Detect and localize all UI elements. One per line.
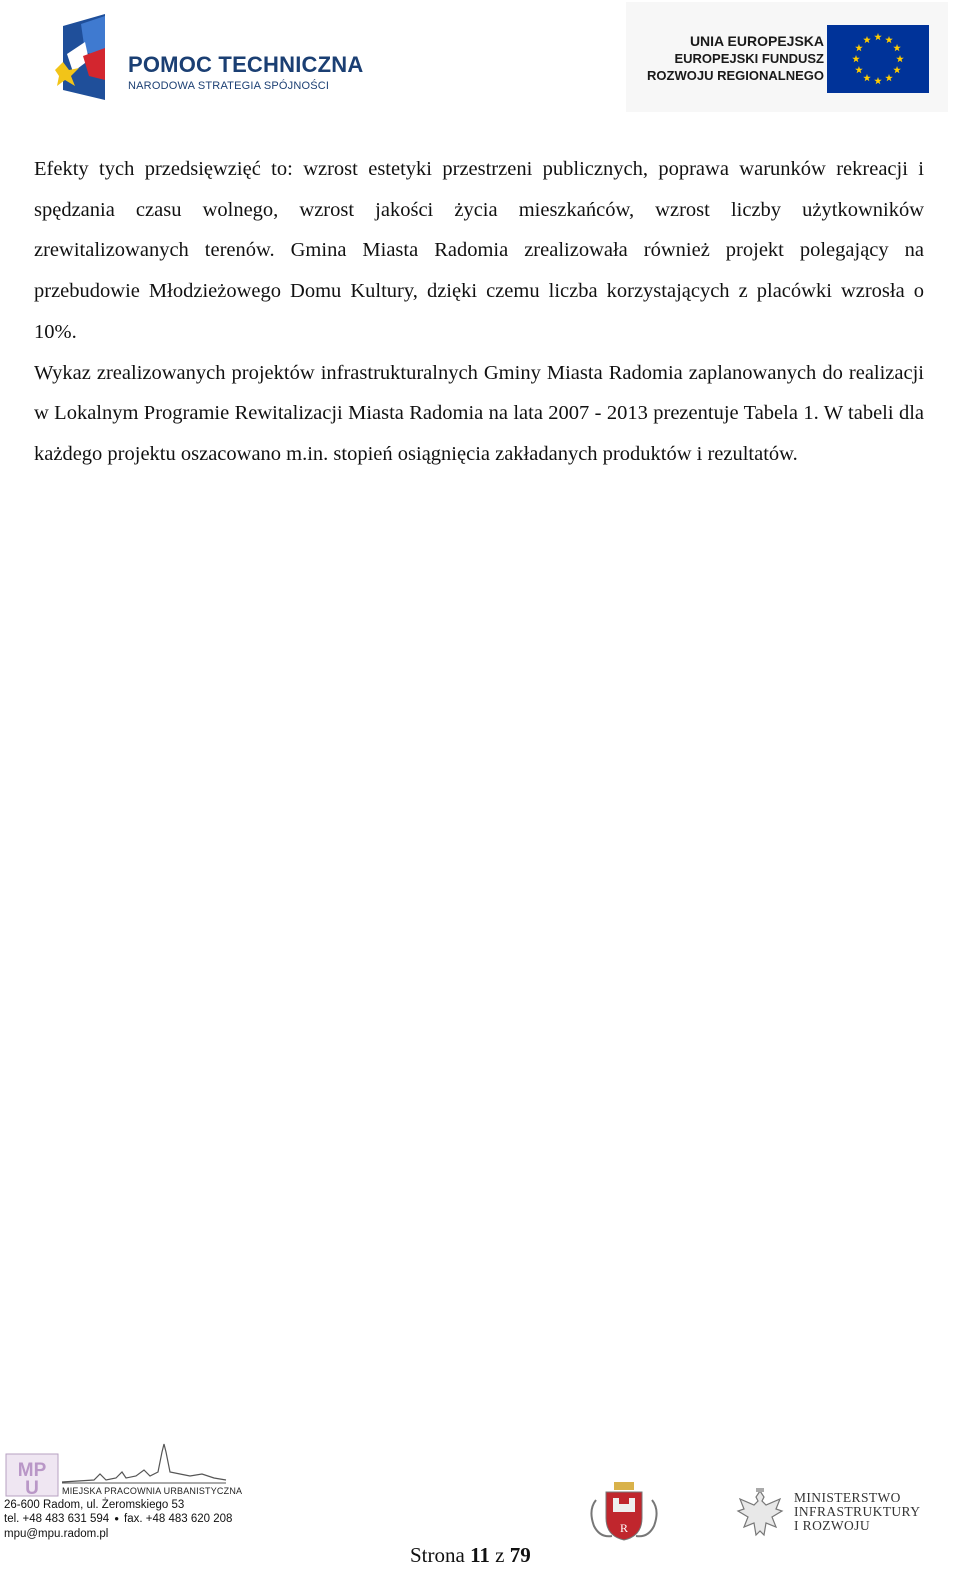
polish-eagle-emblem-icon (736, 1487, 784, 1539)
eu-fund-text (646, 33, 824, 84)
mpu-contact (4, 1498, 232, 1541)
mpu-phone-fax-row (4, 1512, 232, 1527)
eu-line-3: ROZWOJU REGIONALNEGO (647, 68, 824, 83)
mpu-name: MIEJSKA PRACOWNIA URBANISTYCZNA (62, 1486, 243, 1496)
page-current: 11 (470, 1543, 490, 1567)
mpu-phone: tel. +48 483 631 594 (4, 1513, 110, 1525)
svg-text:R: R (619, 1521, 629, 1535)
page-total: 79 (509, 1543, 531, 1567)
mpu-email: mpu@mpu.radom.pl (4, 1528, 109, 1540)
eu-flag-icon (827, 25, 929, 93)
page-number (410, 1543, 531, 1568)
ministry-line-3: I ROZWOJU (794, 1518, 870, 1533)
mpu-fax: fax. +48 483 620 208 (124, 1513, 233, 1525)
bullet-icon: ● (114, 1514, 120, 1523)
eu-line-1: UNIA EUROPEJSKA (689, 33, 824, 49)
mpu-address: 26-600 Radom, ul. Żeromskiego 53 (4, 1499, 185, 1511)
pomoc-techniczna-logo (55, 14, 375, 100)
document-body (34, 149, 924, 475)
pomoc-techniczna-emblem-icon (55, 14, 109, 100)
paragraph-effects: Efekty tych przedsięwzięć to: wzrost estetyki przestrzeni publicznych, poprawa warunków rekreacji i spędzania czasu wolnego, wzrost jakości życia mieszkańców, wzrost liczby użytkowników zrewitalizowanych terenów. Gmina Miasta Radomia zrealizowała również projekt polegający na przebudowie Młodzieżowego Domu Kultury, dzięki czemu liczba korzystających z placówki wzrosła o 10%. (34, 158, 924, 343)
page-separator: z (495, 1543, 505, 1567)
ministry-logo-text (794, 1491, 920, 1533)
svg-text:MP: MP (17, 1460, 47, 1481)
svg-text:U: U (25, 1478, 39, 1499)
ministry-line-1: MINISTERSTWO (794, 1490, 901, 1505)
radom-coat-of-arms-icon (586, 1480, 662, 1542)
page-prefix: Strona (410, 1543, 465, 1567)
paragraph-projects-list: Wykaz zrealizowanych projektów infrastrukturalnych Gminy Miasta Radomia zaplanowanych do realizacji w Lokalnym Programie Rewitalizacji Miasta Radomia na lata 2007 - 2013 prezentuje Tabela 1. W tabeli dla każdego projektu oszacowano m.in. stopień osiągnięcia zakładanych produktów i rezultatów. (34, 361, 924, 465)
ministry-line-2: INFRASTRUKTURY (794, 1504, 921, 1519)
eu-line-2: EUROPEJSKI FUNDUSZ (674, 51, 824, 66)
pomoc-techniczna-title: POMOC TECHNICZNA (128, 52, 364, 77)
pomoc-techniczna-subtitle: NARODOWA STRATEGIA SPÓJNOŚCI (128, 80, 330, 92)
eu-fund-logo (626, 2, 948, 112)
